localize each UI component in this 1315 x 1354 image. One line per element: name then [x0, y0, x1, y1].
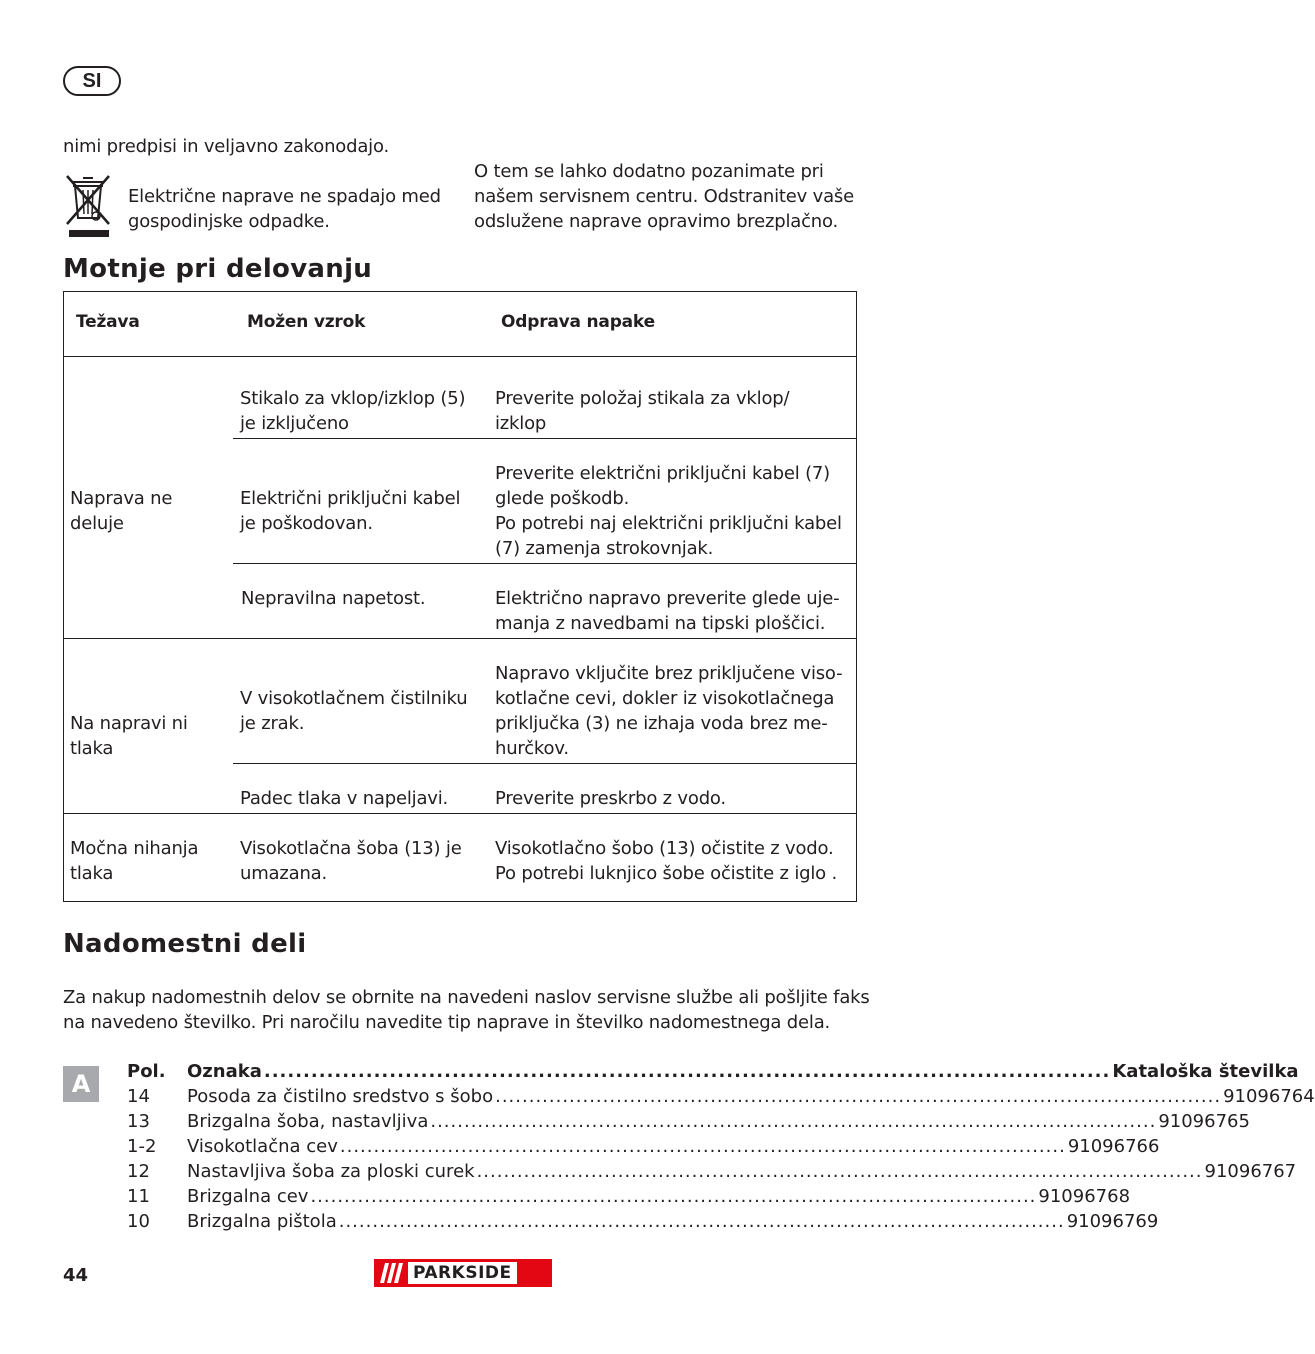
table-row-divider — [64, 813, 856, 814]
part-number: 91096765 — [1158, 1111, 1250, 1132]
problem-cell — [70, 711, 188, 761]
header-name: Oznaka — [187, 1061, 262, 1082]
remedy-line: Preverite električni priključni kabel (7) — [495, 463, 831, 484]
remedy-line: manja z navedbami na tipski ploščici. — [495, 613, 826, 634]
list-item — [127, 1084, 1315, 1109]
remedy-line: Preverite položaj stikala za vklop/ — [495, 388, 790, 409]
part-name: Visokotlačna cev — [187, 1136, 338, 1157]
remedy-line: Preverite preskrbo z vodo. — [495, 788, 726, 809]
parkside-logo — [374, 1259, 552, 1287]
part-name: Brizgalna cev — [187, 1186, 309, 1207]
remedy-line: Po potrebi luknjico šobe očistite z iglo . — [495, 863, 838, 884]
remedy-line: Po potrebi naj električni priključni kabel — [495, 513, 842, 534]
leader-dots: ............................................................................................................ — [430, 1111, 1157, 1132]
problem-line: tlaka — [70, 863, 114, 884]
part-name: Brizgalna šoba, nastavljiva — [187, 1111, 429, 1132]
problem-line: Naprava ne — [70, 488, 173, 509]
cause-line: Nepravilna napetost. — [241, 588, 426, 609]
remedy-line: Visokotlačno šobo (13) očistite z vodo. — [495, 838, 834, 859]
cause-cell — [240, 836, 462, 886]
remedy-line: izklop — [495, 413, 547, 434]
cause-line: V visokotlačnem čistilniku — [240, 688, 468, 709]
cause-line: je poškodovan. — [240, 513, 373, 534]
cause-cell — [240, 486, 460, 536]
table-row-divider — [233, 438, 856, 439]
problem-line: tlaka — [70, 738, 114, 759]
logo-stripes-icon — [380, 1263, 404, 1283]
remedy-line: (7) zamenja strokovnjak. — [495, 538, 714, 559]
cause-cell — [240, 786, 448, 811]
intro-line: nimi predpisi in veljavno zakonodajo. — [63, 136, 389, 157]
remedy-cell — [495, 461, 842, 561]
logo-wordmark: PARKSIDE — [408, 1262, 517, 1284]
remedy-line: Napravo vključite brez priključene viso- — [495, 663, 843, 684]
table-row-divider — [64, 638, 856, 639]
remedy-cell — [495, 386, 789, 436]
leader-dots: ............................................................................................................ — [476, 1161, 1203, 1182]
problem-cell — [70, 836, 198, 886]
header-cause: Možen vzrok — [247, 312, 366, 332]
list-item — [127, 1109, 1250, 1134]
list-item — [127, 1134, 1160, 1159]
part-number: 91096769 — [1066, 1211, 1159, 1232]
part-name: Posoda za čistilno sredstvo s šobo — [187, 1086, 494, 1107]
remedy-line: kotlačne cevi, dokler iz visokotlačnega — [495, 688, 835, 709]
remedy-cell — [495, 586, 839, 636]
cause-line: Električni priključni kabel — [240, 488, 461, 509]
leader-dots: ............................................................................................................ — [310, 1186, 1037, 1207]
table-row-divider — [64, 356, 856, 357]
part-name: Brizgalna pištola — [187, 1211, 337, 1232]
cause-line: Stikalo za vklop/izklop (5) — [240, 388, 466, 409]
weee-text — [128, 184, 441, 234]
part-pos: 11 — [127, 1186, 150, 1207]
leader-dots: ............................................................................................................ — [339, 1136, 1066, 1157]
service-note — [474, 159, 854, 234]
leader-dots: ............................................................................................................ — [495, 1086, 1222, 1107]
part-number: 91096768 — [1038, 1186, 1131, 1207]
remedy-cell — [495, 836, 837, 886]
troubleshooting-table — [63, 291, 857, 902]
description-line: na navedeno številko. Pri naročilu navedite tip naprave in številko nadomestnega dela. — [63, 1012, 831, 1033]
part-name: Nastavljiva šoba za ploski curek — [187, 1161, 475, 1182]
remedy-cell — [495, 786, 726, 811]
page-number: 44 — [63, 1265, 89, 1286]
parts-list-header — [127, 1059, 1299, 1084]
cause-cell — [240, 686, 467, 736]
leader-dots: ............................................................................................................ — [263, 1061, 1111, 1082]
service-note-line: O tem se lahko dodatno pozanimate pri — [474, 161, 824, 182]
problem-line: deluje — [70, 513, 124, 534]
cause-line: umazana. — [240, 863, 328, 884]
weee-text-line: Električne naprave ne spadajo med — [128, 186, 441, 207]
remedy-line: Električno napravo preverite glede uje- — [495, 588, 840, 609]
header-number: Kataloška številka — [1112, 1061, 1299, 1082]
parts-list — [127, 1059, 1315, 1234]
part-number: 91096764 — [1223, 1086, 1315, 1107]
cause-line: je zrak. — [240, 713, 305, 734]
weee-bin-icon — [63, 172, 115, 240]
figure-a-badge: A — [63, 1066, 99, 1102]
remedy-line: glede poškodb. — [495, 488, 630, 509]
list-item — [127, 1209, 1159, 1234]
part-number: 91096767 — [1204, 1161, 1297, 1182]
list-item — [127, 1159, 1297, 1184]
cause-cell — [240, 386, 465, 436]
spare-parts-title: Nadomestni deli — [63, 929, 307, 959]
table-row-divider — [233, 763, 856, 764]
cause-line: Visokotlačna šoba (13) je — [240, 838, 462, 859]
part-pos: 12 — [127, 1161, 150, 1182]
header-problem: Težava — [76, 312, 140, 332]
remedy-cell — [495, 661, 842, 761]
part-number: 91096766 — [1067, 1136, 1160, 1157]
remedy-line: hurčkov. — [495, 738, 569, 759]
leader-dots: ............................................................................................................ — [338, 1211, 1065, 1232]
spare-parts-description — [63, 985, 870, 1035]
problem-cell — [70, 486, 172, 536]
cause-cell — [241, 586, 425, 611]
part-pos: 1-2 — [127, 1136, 157, 1157]
cause-line: je izključeno — [240, 413, 349, 434]
weee-text-line: gospodinjske odpadke. — [128, 211, 330, 232]
list-item — [127, 1184, 1131, 1209]
header-remedy: Odprava napake — [501, 312, 655, 332]
description-line: Za nakup nadomestnih delov se obrnite na navedeni naslov servisne službe ali pošljite faks — [63, 987, 870, 1008]
problem-line: Močna nihanja — [70, 838, 199, 859]
language-badge: SI — [63, 66, 121, 96]
problem-line: Na napravi ni — [70, 713, 188, 734]
troubleshooting-title: Motnje pri delovanju — [63, 254, 373, 284]
part-pos: 14 — [127, 1086, 150, 1107]
remedy-line: priključka (3) ne izhaja voda brez me- — [495, 713, 828, 734]
service-note-line: našem servisnem centru. Odstranitev vaše — [474, 186, 854, 207]
header-pos: Pol. — [127, 1061, 166, 1082]
part-pos: 10 — [127, 1211, 150, 1232]
cause-line: Padec tlaka v napeljavi. — [240, 788, 449, 809]
table-row-divider — [233, 563, 856, 564]
part-pos: 13 — [127, 1111, 150, 1132]
service-note-line: odslužene naprave opravimo brezplačno. — [474, 211, 839, 232]
